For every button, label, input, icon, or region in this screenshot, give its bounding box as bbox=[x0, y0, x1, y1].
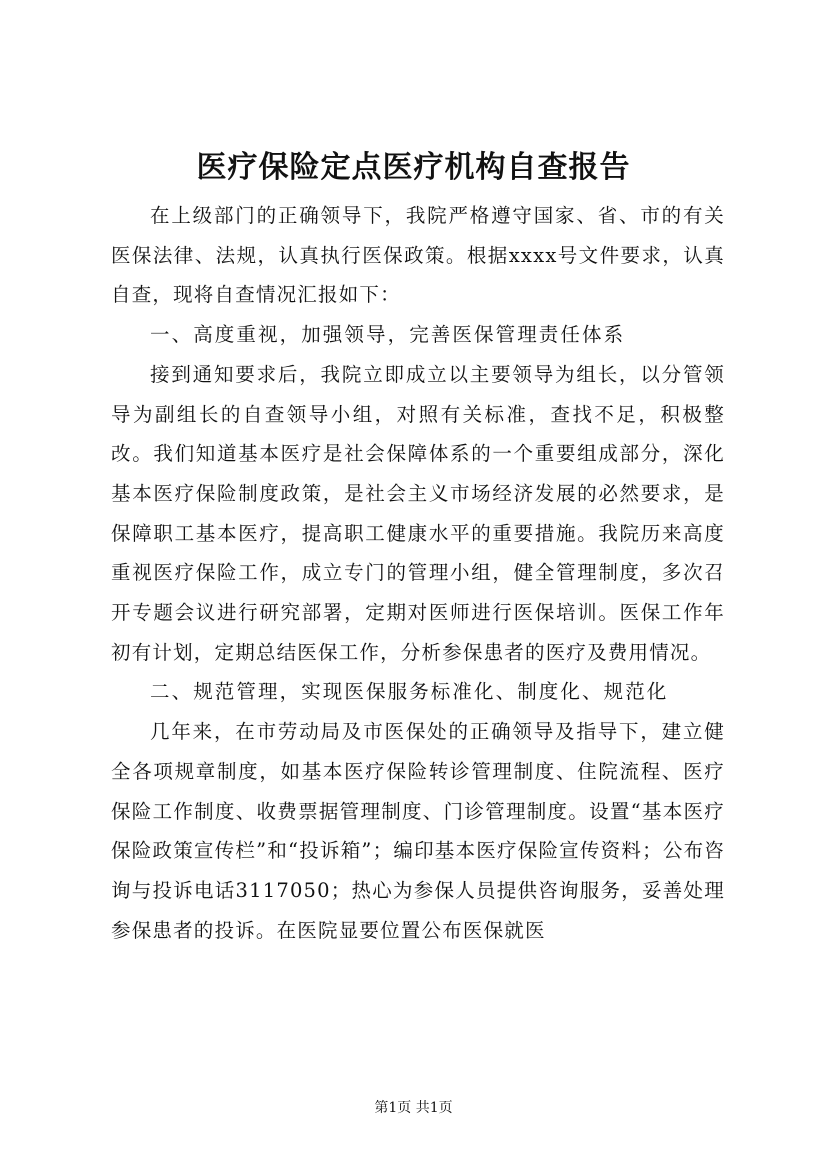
section-heading-1: 一、高度重视，加强领导，完善医保管理责任体系 bbox=[150, 323, 626, 347]
document-body bbox=[111, 196, 725, 950]
section-1-paragraph: 接到通知要求后，我院立即成立以主要领导为组长，以分管领导为副组长的自查领导小组，对照有关标准，查找不足，积极整改。我们知道基本医疗是社会保障体系的一个重要组成部分，深化基本医疗保险制度政策，是社会主义市场经济发展的必然要求，是保障职工基本医疗，提高职工健康水平的重要措施。我院历来高度重视医疗保险工作，成立专门的管理小组，健全管理制度，多次召开专题会议进行研究部署，定期对医师进行医保培训。医保工作年初有计划，定期总结医保工作，分析参保患者的医疗及费用情况。 bbox=[111, 362, 725, 664]
page-footer: 第1页 共1页 bbox=[374, 1100, 453, 1116]
intro-paragraph: 在上级部门的正确领导下，我院严格遵守国家、省、市的有关医保法律、法规，认真执行医保政策。根据xxxx号文件要求，认真自查，现将自查情况汇报如下： bbox=[111, 204, 725, 307]
section-heading-2: 二、规范管理，实现医保服务标准化、制度化、规范化 bbox=[150, 680, 669, 704]
section-2-paragraph: 几年来，在市劳动局及市医保处的正确领导及指导下，建立健全各项规章制度，如基本医疗保险转诊管理制度、住院流程、医疗保险工作制度、收费票据管理制度、门诊管理制度。设置“基本医疗保险政策宣传栏”和“投诉箱”；编印基本医疗保险宣传资料；公布咨询与投诉电话3117050；热心为参保人员提供咨询服务，妥善处理参保患者的投诉。在医院显要位置公布医保就医 bbox=[111, 720, 725, 942]
document-title: 医疗保险定点医疗机构自查报告 bbox=[196, 150, 631, 185]
